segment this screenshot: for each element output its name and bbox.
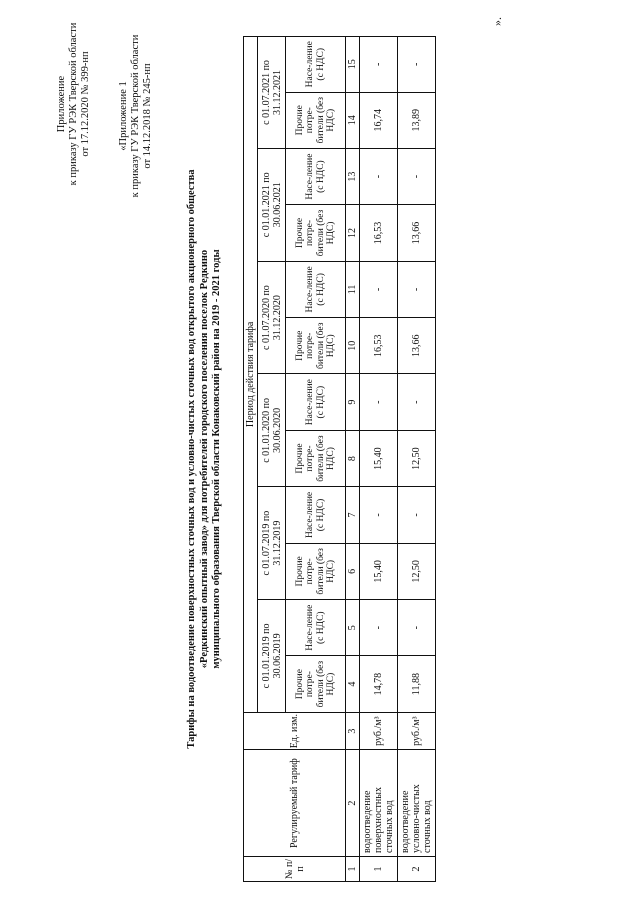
value-cell: - <box>360 37 398 93</box>
index-cell: 5 <box>346 600 360 656</box>
value-cell: 11,88 <box>398 656 436 712</box>
value-cell: 12,50 <box>398 430 436 486</box>
appendix-label: Приложение <box>56 75 67 133</box>
value-cell: 15,40 <box>360 430 398 486</box>
index-cell: 13 <box>346 148 360 204</box>
value-cell: 16,53 <box>360 318 398 374</box>
closing-quote: ». <box>490 17 504 26</box>
table-row <box>398 37 436 882</box>
row-number: 2 <box>398 856 436 881</box>
value-cell: 15,40 <box>360 543 398 599</box>
index-cell: 4 <box>346 656 360 712</box>
subheader-other-consumers: Прочие потре-бители (без НДС) <box>286 430 346 486</box>
original-appendix-label: «Приложение 1 <box>118 81 129 151</box>
value-cell: - <box>360 600 398 656</box>
subheader-population: Насе-ление (с НДС) <box>286 148 346 204</box>
period-header-cell: с 01.01.2020 по 30.06.2020 <box>258 374 286 487</box>
index-cell: 3 <box>346 712 360 750</box>
subheader-population: Насе-ление (с НДС) <box>286 374 346 430</box>
period-header-cell: с 01.07.2021 по 31.12.2021 <box>258 37 286 149</box>
value-cell: 16,74 <box>360 92 398 148</box>
appendix-header <box>56 14 92 194</box>
subheader-other-consumers: Прочие потре-бители (без НДС) <box>286 318 346 374</box>
index-cell: 7 <box>346 487 360 543</box>
value-cell: 13,66 <box>398 318 436 374</box>
appendix-order-ref: к приказу ГУ РЭК Тверской области <box>68 22 79 186</box>
value-cell: - <box>360 487 398 543</box>
original-appendix-order-date: от 14.12.2018 № 245-нп <box>142 63 153 169</box>
index-cell: 6 <box>346 543 360 599</box>
value-cell: 13,66 <box>398 205 436 261</box>
document-title <box>186 94 224 824</box>
row-number: 1 <box>360 856 398 881</box>
subheader-population: Насе-ление (с НДС) <box>286 37 346 93</box>
subheader-other-consumers: Прочие потре-бители (без НДС) <box>286 543 346 599</box>
appendix-order-date: от 17.12.2020 № 399-нп <box>80 51 91 157</box>
value-cell: - <box>398 374 436 430</box>
col-header-num: № п/п <box>244 856 346 881</box>
value-cell: - <box>360 261 398 317</box>
value-cell: 13,89 <box>398 92 436 148</box>
title-line: «Редкинский опытный завод» для потребителей городского поселения поселок Редкино <box>198 249 210 669</box>
index-cell: 9 <box>346 374 360 430</box>
subheader-other-consumers: Прочие потре-бители (без НДС) <box>286 205 346 261</box>
unit-cell: руб./м³ <box>360 712 398 750</box>
tariff-name: водоотведение поверхностных сточных вод <box>360 750 398 857</box>
value-cell: - <box>360 374 398 430</box>
unit-cell: руб./м³ <box>398 712 436 750</box>
index-cell: 12 <box>346 205 360 261</box>
subheader-population: Насе-ление (с НДС) <box>286 487 346 543</box>
period-header-cell: с 01.01.2019 по 30.06.2019 <box>258 600 286 713</box>
index-cell: 14 <box>346 92 360 148</box>
index-cell: 11 <box>346 261 360 317</box>
original-appendix-order-ref: к приказу ГУ РЭК Тверской области <box>130 34 141 198</box>
value-cell: - <box>398 600 436 656</box>
original-appendix-header <box>118 16 154 216</box>
index-cell: 15 <box>346 37 360 93</box>
tariff-name: водоотведение условно-чистых сточных вод <box>398 750 436 857</box>
value-cell: 14,78 <box>360 656 398 712</box>
subheader-other-consumers: Прочие потре-бители (без НДС) <box>286 92 346 148</box>
value-cell: - <box>398 487 436 543</box>
value-cell: - <box>398 148 436 204</box>
col-header-tariff: Регулируемый тариф <box>244 750 346 857</box>
period-header: Период действия тарифа <box>244 37 258 713</box>
table-row <box>360 37 398 882</box>
period-header-cell: с 01.07.2019 по 31.12.2019 <box>258 487 286 600</box>
index-cell: 10 <box>346 318 360 374</box>
col-header-unit: Ед. изм. <box>244 712 346 750</box>
tariff-table <box>243 36 436 882</box>
title-line: муниципального образования Тверской области Конаковский район на 2019 - 2021 годы <box>211 249 222 669</box>
column-index-row <box>346 37 360 882</box>
value-cell: 12,50 <box>398 543 436 599</box>
index-cell: 2 <box>346 750 360 857</box>
period-header-cell: с 01.07.2020 по 31.12.2020 <box>258 261 286 374</box>
value-cell: - <box>360 148 398 204</box>
subheader-other-consumers: Прочие потре-бители (без НДС) <box>286 656 346 712</box>
value-cell: - <box>398 37 436 93</box>
period-header-cell: с 01.01.2021 по 30.06.2021 <box>258 148 286 261</box>
subheader-population: Насе-ление (с НДС) <box>286 261 346 317</box>
subheader-population: Насе-ление (с НДС) <box>286 600 346 656</box>
title-line: Тарифы на водоотведение поверхностных сточных вод и условно-чистых сточных вод открытого акционерного общества <box>186 169 197 749</box>
index-cell: 8 <box>346 430 360 486</box>
value-cell: 16,53 <box>360 205 398 261</box>
index-cell: 1 <box>346 856 360 881</box>
value-cell: - <box>398 261 436 317</box>
